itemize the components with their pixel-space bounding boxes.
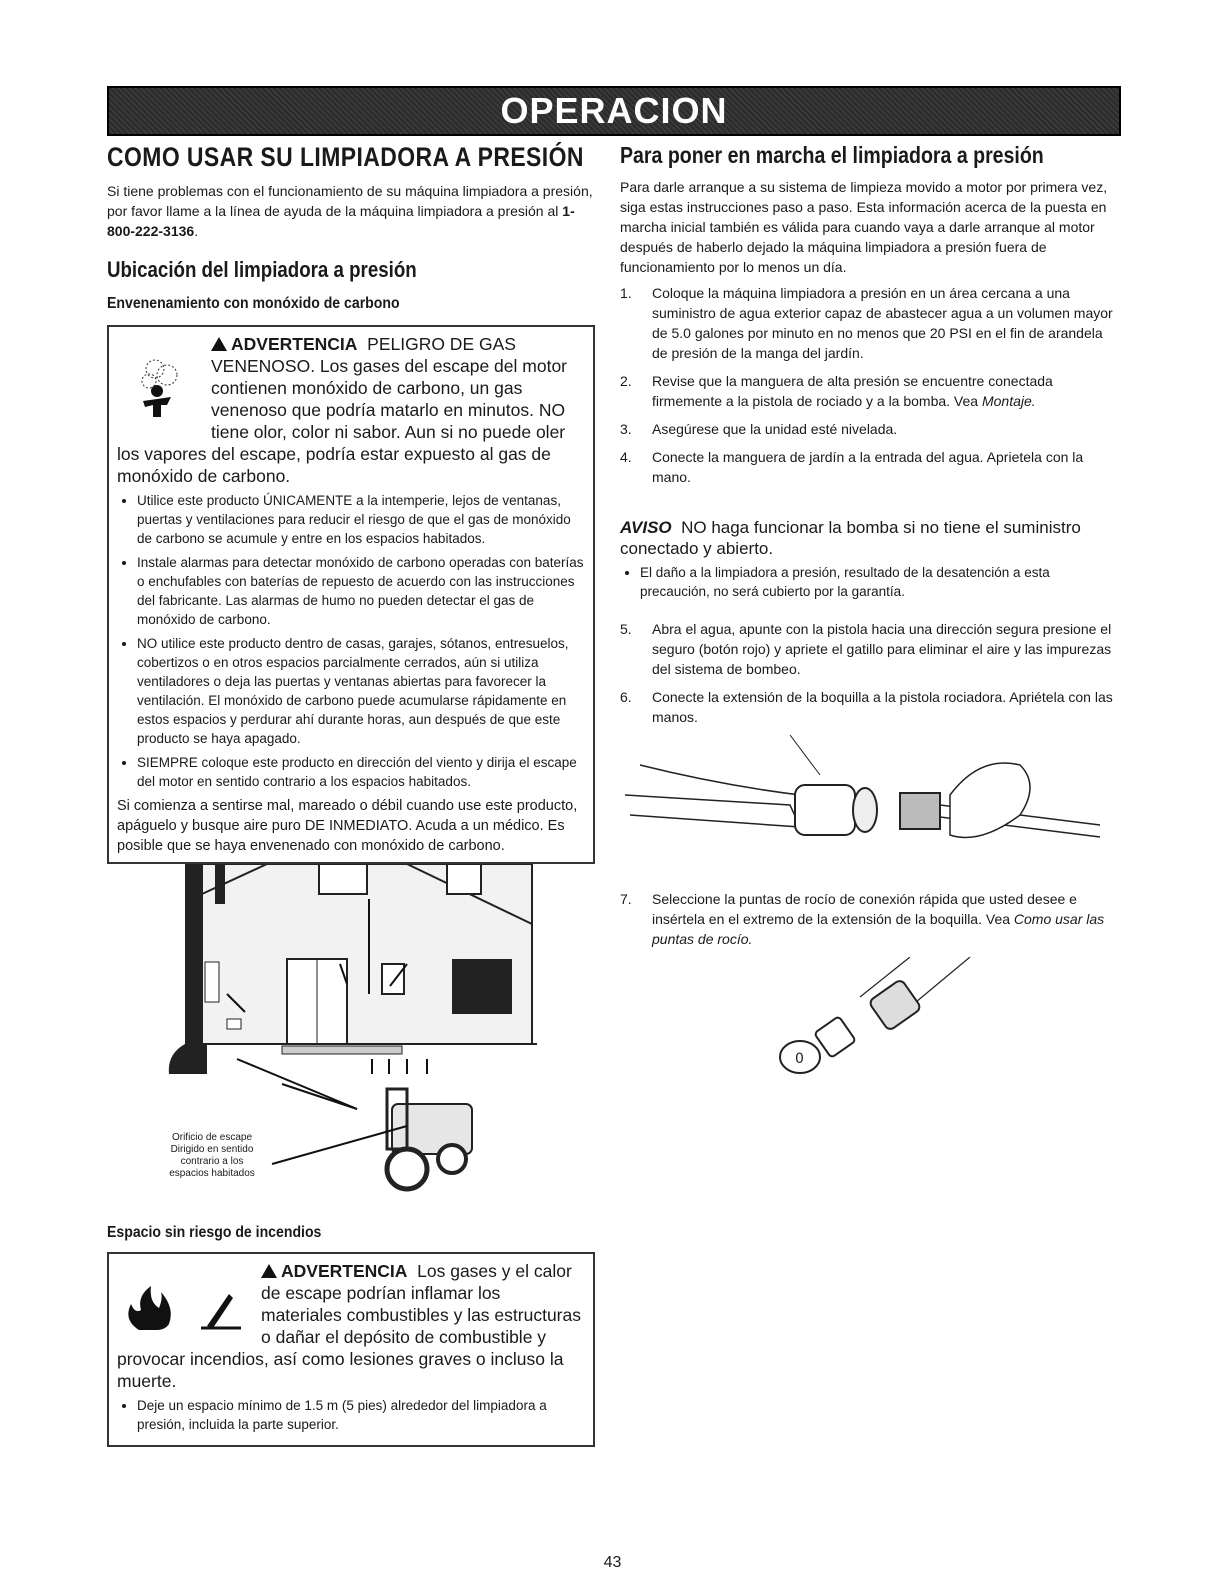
step-text: Conecte la extensión de la boquilla a la pistola rociadora. Apriétela con las manos. [652,689,1113,725]
exhaust-caption [152,1132,272,1180]
notice-label: AVISO [620,518,672,537]
step-text: Coloque la máquina limpiadora a presión en un área cercana a una suministro de agua exterior capaz de abastecer agua a un volumen mayor de 5.0 galones por minuto en no menos que 20 PSI en el fin de arandela de presión de la manga del jardín. [652,285,1113,361]
step-text: Revise que la manguera de alta presión se encuentre conectada firmemente a la pistola de rociado y a la bomba. Vea [652,373,1053,409]
step-number: 4. [620,449,632,465]
step-text: Conecte la manguera de jardín a la entrada del agua. Aprietela con la mano. [652,449,1084,485]
caption-line: Orificio de escape [171,1132,253,1143]
fire-warning-bullets [117,1396,585,1434]
step-reference: Como usar las puntas de rocío. [652,911,1105,947]
section-banner: OPERACION [107,86,1121,136]
step-item [620,687,1120,727]
step-item [620,283,1120,363]
co-warning-text: PELIGRO DE GAS VENENOSO. Los gases del escape del motor contienen monóxido de carbono, un gas venenoso que podría matarlo en minutos. NO tiene olor, color ni sabor. Aun si no puede oler los vapores del escape, podría estar expuesto al gas de monóxido de carbono. [117,334,568,486]
co-warning-closing: Si comienza a sentirse mal, mareado o débil cuando use este producto, apáguelo y busque aire puro DE INMEDIATO. Acuda a un médico. Es posible que se haya envenenado con monóxido de carbono. [117,798,578,854]
startup-heading: Para poner en marcha el limpiadora a presión [620,142,1044,168]
list-item: • Deje un espacio mínimo de 1.5 m (5 pies) alrededor del limpiadora a presión, incluida la parte superior. [137,1396,585,1434]
step-item [620,447,1120,487]
step-number: 3. [620,421,632,437]
left-column [107,142,595,1447]
house-exhaust-illustration [107,864,595,1214]
fire-hazard-icon [117,1280,257,1336]
steps-list-b [620,619,1120,727]
intro-suffix: . [194,223,199,239]
notice-body: NO haga funcionar la bomba si no tiene el suministro conectado y abierto. [620,518,1081,558]
step-number: 2. [620,373,632,389]
step-number: 7. [620,891,632,907]
spray-tip-illustration [620,957,1120,1077]
right-column [620,142,1120,1077]
co-warning-box [107,325,595,864]
step-text: Abra el agua, apunte con la pistola hacia una dirección segura presione el seguro (botón rojo) y apriete el gatillo para eliminar el aire y las impurezas del sistema de bombeo. [652,621,1112,677]
fire-warning-box [107,1252,595,1447]
location-heading: Ubicación del limpiadora a presión [107,257,417,282]
step-text: Seleccione la puntas de rocío de conexión rápida que usted desee e insértela en el extremo de la extensión de la boquilla. Vea [652,891,1077,927]
svg-text:0: 0 [795,1051,804,1067]
list-item: • Utilice este producto ÚNICAMENTE a la intemperie, lejos de ventanas, puertas y ventilaciones para reducir el riesgo de que el gas de monóxido de carbono se acumule y entre en los espacios habitados. [137,491,585,548]
co-warning-lead [117,333,585,487]
step-number: 5. [620,621,632,637]
warning-triangle-icon [211,337,227,351]
step-text: Asegúrese que la unidad esté nivelada. [652,421,898,437]
startup-intro: Para darle arranque a su sistema de limpieza movido a motor por primera vez, siga estas instrucciones paso a paso. Esta información acerca de la puesta en marcha inicial también es válida para cuando vaya a darle arranque al motor después de haberlo dejado la máquina limpiadora a presión fuera de funcionamiento por lo menos un día. [620,179,1108,275]
nozzle-extension-illustration [620,735,1120,883]
fire-warning-text: Los gases y el calor de escape podrían inflamar los materiales combustibles y las estructuras o dañar el depósito de combustible y provocar incendios, así como lesiones graves o incluso la muerte. [117,1261,581,1391]
co-warning-label: ADVERTENCIA [231,334,358,354]
caption-line: espacios habitados [169,1168,255,1179]
step-item [620,371,1120,411]
warning-triangle-icon [261,1264,277,1278]
step-number: 1. [620,285,632,301]
steps-list-a [620,283,1120,487]
intro-paragraph [107,181,595,241]
intro-prefix: Si tiene problemas con el funcionamiento de su máquina limpiadora a presión, por favor llame a la línea de ayuda de la máquina limpiadora a presión al [107,183,593,219]
step-item [620,419,1120,439]
step-reference: Montaje. [981,393,1036,409]
step-item [620,619,1120,679]
notice-bullets [620,563,1120,601]
steps-list-c [620,889,1120,949]
notice-block [620,517,1120,601]
list-item: • El daño a la limpiadora a presión, resultado de la desatención a esta precaución, no será cubierto por la garantía. [640,563,1120,601]
page-number: 43 [603,1554,622,1571]
caption-line: contrario a los [180,1156,244,1167]
fire-warning-label: ADVERTENCIA [281,1261,408,1281]
poison-gas-icon [127,357,205,427]
caption-line: Dirigido en sentido [170,1144,254,1155]
list-item: • NO utilice este producto dentro de casas, garajes, sótanos, entresuelos, cobertizos o en otros espacios parcialmente cerrados, aún si utiliza ventiladores o deja las puertas y ventanas abiertas para favorecer la ventilación. El monóxido de carbono puede acumularse rápidamente en estos espacios y perdurar ahí durante horas, aun después de que este producto se haya apagado. [137,634,585,748]
helpline-phone: 1-800-222-3136 [107,203,575,239]
main-heading: COMO USAR SU LIMPIADORA A PRESIÓN [107,142,584,172]
co-heading: Envenenamiento con monóxido de carbono [107,295,400,312]
list-item: • SIEMPRE coloque este producto en dirección del viento y dirija el escape del motor en sentido contrario a los espacios habitados. [137,753,585,791]
fire-heading: Espacio sin riesgo de incendios [107,1224,322,1241]
step-number: 6. [620,689,632,705]
fire-warning-lead [117,1260,585,1392]
notice-text [620,517,1120,559]
co-warning-bullets [117,491,585,791]
list-item: • Instale alarmas para detectar monóxido de carbono operadas con baterías o enchufables con baterías de repuesto de acuerdo con las instrucciones del fabricante. Las alarmas de humo no pueden detectar el gas de monóxido de carbono. [137,553,585,629]
step-item [620,889,1120,949]
